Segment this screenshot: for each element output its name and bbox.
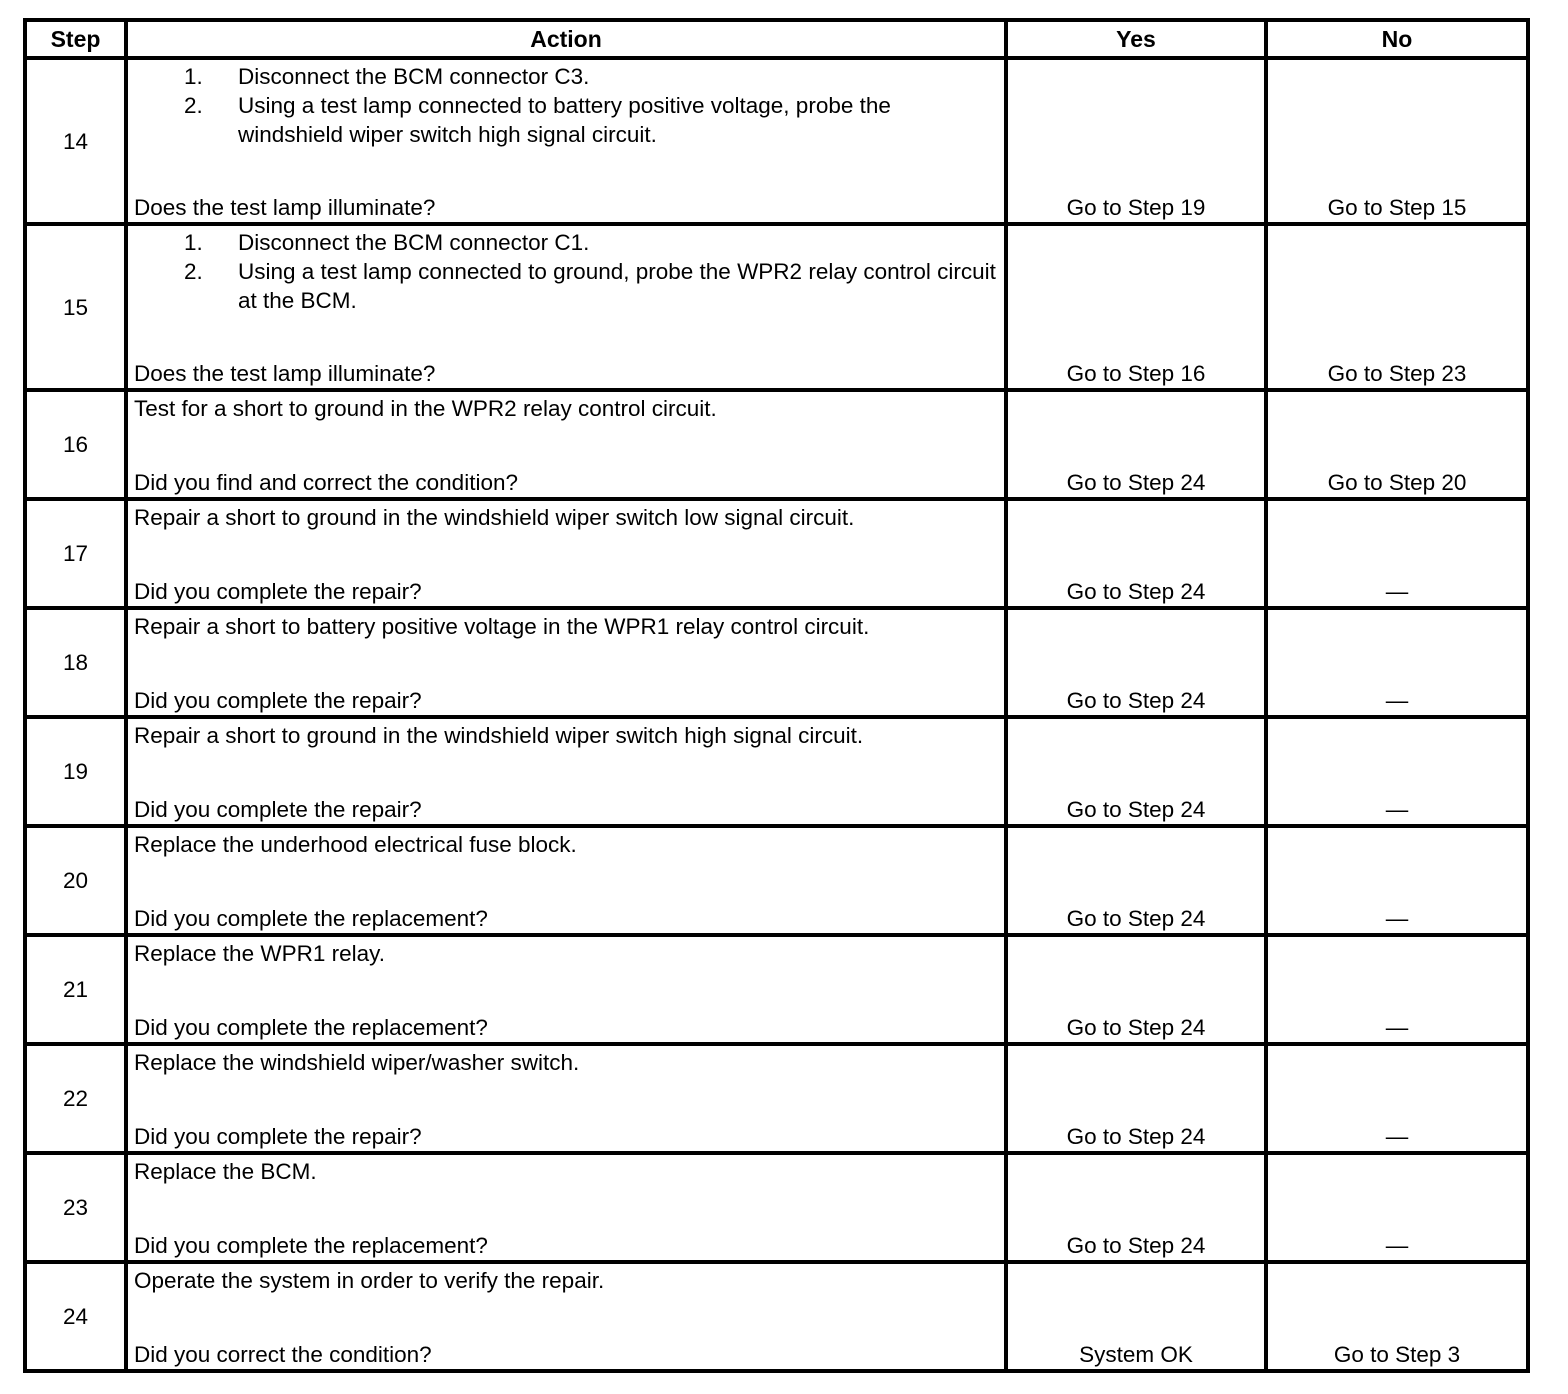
action-content bbox=[128, 226, 1004, 388]
action-question: Did you complete the replacement? bbox=[134, 906, 488, 931]
action-content bbox=[128, 719, 1004, 824]
action-question: Did you complete the repair? bbox=[134, 688, 422, 713]
table-row bbox=[25, 826, 1528, 935]
no-result: — bbox=[1266, 1153, 1528, 1262]
action-step-text: Using a test lamp connected to battery positive voltage, probe the windshield wiper switch high signal circuit. bbox=[238, 93, 891, 147]
action-step-item bbox=[134, 62, 998, 91]
no-result: — bbox=[1266, 1044, 1528, 1153]
action-step-number: 1. bbox=[184, 64, 203, 89]
header-yes: Yes bbox=[1006, 20, 1266, 58]
step-number: 20 bbox=[25, 826, 126, 935]
action-question: Did you complete the repair? bbox=[134, 579, 422, 604]
header-no: No bbox=[1266, 20, 1528, 58]
yes-result: Go to Step 24 bbox=[1006, 1044, 1266, 1153]
yes-result: System OK bbox=[1006, 1262, 1266, 1371]
action-step-item bbox=[134, 228, 998, 257]
yes-result: Go to Step 24 bbox=[1006, 608, 1266, 717]
action-step-text: Using a test lamp connected to ground, probe the WPR2 relay control circuit at the BCM. bbox=[238, 259, 996, 313]
action-content bbox=[128, 60, 1004, 222]
action-cell bbox=[126, 1262, 1006, 1371]
no-result: Go to Step 15 bbox=[1266, 58, 1528, 224]
step-number: 22 bbox=[25, 1044, 126, 1153]
yes-result: Go to Step 24 bbox=[1006, 717, 1266, 826]
action-cell bbox=[126, 58, 1006, 224]
action-step-item bbox=[134, 91, 998, 149]
action-step-item bbox=[134, 257, 998, 315]
no-result: — bbox=[1266, 499, 1528, 608]
action-step-text: Disconnect the BCM connector C3. bbox=[238, 64, 590, 89]
yes-result: Go to Step 24 bbox=[1006, 1153, 1266, 1262]
action-content bbox=[128, 1264, 1004, 1369]
no-result: Go to Step 23 bbox=[1266, 224, 1528, 390]
table-row bbox=[25, 1044, 1528, 1153]
table-row bbox=[25, 1262, 1528, 1371]
action-cell bbox=[126, 717, 1006, 826]
action-question: Did you complete the replacement? bbox=[134, 1015, 488, 1040]
table-row bbox=[25, 717, 1528, 826]
step-number: 16 bbox=[25, 390, 126, 499]
header-step: Step bbox=[25, 20, 126, 58]
table-row bbox=[25, 390, 1528, 499]
step-number: 14 bbox=[25, 58, 126, 224]
action-question: Does the test lamp illuminate? bbox=[134, 361, 436, 386]
action-text: Replace the BCM. bbox=[134, 1159, 317, 1184]
header-action: Action bbox=[126, 20, 1006, 58]
action-question: Did you complete the repair? bbox=[134, 797, 422, 822]
action-text: Replace the WPR1 relay. bbox=[134, 941, 385, 966]
action-text: Operate the system in order to verify the repair. bbox=[134, 1268, 605, 1293]
step-number: 17 bbox=[25, 499, 126, 608]
action-cell bbox=[126, 935, 1006, 1044]
action-cell bbox=[126, 1044, 1006, 1153]
action-step-number: 2. bbox=[184, 93, 203, 118]
action-question: Did you find and correct the condition? bbox=[134, 470, 518, 495]
action-text: Repair a short to ground in the windshield wiper switch low signal circuit. bbox=[134, 505, 855, 530]
table-row bbox=[25, 58, 1528, 224]
yes-result: Go to Step 16 bbox=[1006, 224, 1266, 390]
yes-result: Go to Step 24 bbox=[1006, 935, 1266, 1044]
yes-result: Go to Step 24 bbox=[1006, 826, 1266, 935]
diagnostic-procedure bbox=[23, 18, 1530, 1373]
no-result: Go to Step 3 bbox=[1266, 1262, 1528, 1371]
action-question: Did you complete the repair? bbox=[134, 1124, 422, 1149]
no-result: — bbox=[1266, 717, 1528, 826]
action-text: Test for a short to ground in the WPR2 relay control circuit. bbox=[134, 396, 717, 421]
action-cell bbox=[126, 390, 1006, 499]
yes-result: Go to Step 24 bbox=[1006, 499, 1266, 608]
diagnostic-table bbox=[23, 18, 1530, 1373]
yes-result: Go to Step 24 bbox=[1006, 390, 1266, 499]
action-cell bbox=[126, 1153, 1006, 1262]
action-question: Did you complete the replacement? bbox=[134, 1233, 488, 1258]
action-content bbox=[128, 610, 1004, 715]
action-content bbox=[128, 1046, 1004, 1151]
action-content bbox=[128, 1155, 1004, 1260]
step-number: 19 bbox=[25, 717, 126, 826]
action-text: Replace the windshield wiper/washer switch. bbox=[134, 1050, 580, 1075]
header-row bbox=[25, 20, 1528, 58]
action-step-list bbox=[134, 228, 998, 315]
no-result: — bbox=[1266, 608, 1528, 717]
table-row bbox=[25, 935, 1528, 1044]
action-step-number: 2. bbox=[184, 259, 203, 284]
action-step-list bbox=[134, 62, 998, 149]
action-content bbox=[128, 828, 1004, 933]
action-step-number: 1. bbox=[184, 230, 203, 255]
step-number: 15 bbox=[25, 224, 126, 390]
action-cell bbox=[126, 499, 1006, 608]
no-result: Go to Step 20 bbox=[1266, 390, 1528, 499]
action-question: Did you correct the condition? bbox=[134, 1342, 432, 1367]
no-result: — bbox=[1266, 935, 1528, 1044]
step-number: 18 bbox=[25, 608, 126, 717]
action-content bbox=[128, 937, 1004, 1042]
action-content bbox=[128, 392, 1004, 497]
step-number: 21 bbox=[25, 935, 126, 1044]
action-cell bbox=[126, 826, 1006, 935]
table-row bbox=[25, 224, 1528, 390]
action-cell bbox=[126, 608, 1006, 717]
table-row bbox=[25, 499, 1528, 608]
table-row bbox=[25, 608, 1528, 717]
action-content bbox=[128, 501, 1004, 606]
step-number: 24 bbox=[25, 1262, 126, 1371]
step-number: 23 bbox=[25, 1153, 126, 1262]
action-text: Replace the underhood electrical fuse block. bbox=[134, 832, 577, 857]
action-step-text: Disconnect the BCM connector C1. bbox=[238, 230, 590, 255]
no-result: — bbox=[1266, 826, 1528, 935]
action-text: Repair a short to ground in the windshield wiper switch high signal circuit. bbox=[134, 723, 864, 748]
yes-result: Go to Step 19 bbox=[1006, 58, 1266, 224]
action-cell bbox=[126, 224, 1006, 390]
table-body bbox=[25, 58, 1528, 1371]
action-text: Repair a short to battery positive voltage in the WPR1 relay control circuit. bbox=[134, 614, 870, 639]
action-question: Does the test lamp illuminate? bbox=[134, 195, 436, 220]
table-row bbox=[25, 1153, 1528, 1262]
